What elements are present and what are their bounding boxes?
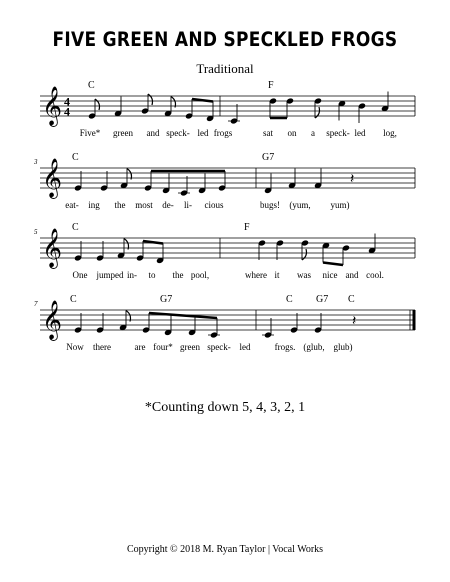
chord-symbol: G7 bbox=[160, 294, 173, 305]
lyric-syllable: to bbox=[148, 270, 156, 280]
treble-clef-icon: 𝄞 bbox=[42, 88, 63, 125]
lyric-syllable: li- bbox=[184, 200, 192, 210]
lyric-syllable: yum) bbox=[330, 200, 350, 210]
lyric-syllable: where bbox=[245, 270, 267, 280]
lyric-syllable: (yum, bbox=[289, 200, 311, 210]
staff-system bbox=[34, 294, 415, 352]
lyric-syllable: four* bbox=[153, 342, 173, 352]
staff-system bbox=[33, 152, 415, 210]
staff-system bbox=[40, 80, 415, 138]
treble-clef-icon: 𝄞 bbox=[42, 230, 63, 267]
time-signature-top: 4 bbox=[64, 94, 70, 109]
chord-symbol: C bbox=[72, 222, 79, 233]
copyright-notice: Copyright © 2018 M. Ryan Taylor | Vocal Works bbox=[126, 544, 324, 555]
lyric-syllable: ing bbox=[88, 200, 100, 210]
quarter-rest-icon: 𝄽 bbox=[350, 172, 355, 187]
lyric-syllable: on bbox=[287, 128, 297, 138]
lyric-syllable: glub) bbox=[333, 342, 353, 352]
lyric-syllable: in- bbox=[127, 270, 137, 280]
treble-clef-icon: 𝄞 bbox=[42, 160, 63, 197]
lyric-syllable: led bbox=[354, 128, 366, 138]
footnote: *Counting down 5, 4, 3, 2, 1 bbox=[144, 400, 306, 415]
lyric-syllable: speck- bbox=[166, 128, 190, 138]
chord-symbol: C bbox=[88, 80, 95, 91]
lyric-syllable: speck- bbox=[326, 128, 350, 138]
note-beam bbox=[149, 313, 217, 318]
measure-number: 7 bbox=[34, 300, 38, 308]
lyric-syllable: the bbox=[172, 270, 184, 280]
measure-number: 5 bbox=[34, 228, 38, 236]
lyric-syllable: there bbox=[93, 342, 111, 352]
note-beam bbox=[323, 263, 343, 266]
lyric-syllable: frogs bbox=[213, 128, 233, 138]
chord-symbol: G7 bbox=[316, 294, 329, 305]
lyric-syllable: Five* bbox=[79, 128, 101, 138]
staff-system bbox=[34, 222, 415, 280]
chord-symbol: C bbox=[348, 294, 355, 305]
lyric-syllable: most bbox=[135, 200, 153, 210]
lyric-syllable: eat- bbox=[65, 200, 79, 210]
quarter-rest-icon: 𝄽 bbox=[352, 314, 357, 329]
lyric-syllable: de- bbox=[162, 200, 174, 210]
lyric-syllable: the bbox=[114, 200, 126, 210]
lyric-syllable: (glub, bbox=[303, 342, 325, 352]
time-signature-bottom: 4 bbox=[64, 104, 70, 119]
lyric-syllable: Now bbox=[66, 342, 84, 352]
composer-credit: Traditional bbox=[196, 61, 254, 76]
lyric-syllable: led bbox=[197, 128, 209, 138]
chord-symbol: G7 bbox=[262, 152, 275, 163]
lyric-syllable: sat bbox=[263, 128, 273, 138]
lyric-syllable: green bbox=[113, 128, 133, 138]
lyric-syllable: cool. bbox=[366, 270, 384, 280]
lyric-syllable: frogs. bbox=[274, 342, 296, 352]
lyric-syllable: jumped bbox=[96, 270, 124, 280]
measure-number: 3 bbox=[34, 158, 38, 166]
lyric-syllable: bugs! bbox=[260, 200, 280, 210]
lyric-syllable: cious bbox=[204, 200, 224, 210]
song-title: FIVE GREEN AND SPECKLED FROGS bbox=[52, 28, 398, 52]
chord-symbol: F bbox=[268, 80, 274, 91]
lyric-syllable: are bbox=[134, 342, 146, 352]
treble-clef-icon: 𝄞 bbox=[42, 302, 63, 339]
chord-symbol: F bbox=[244, 222, 250, 233]
lyric-syllable: green bbox=[180, 342, 200, 352]
chord-symbol: C bbox=[72, 152, 79, 163]
lyric-syllable: log, bbox=[383, 128, 397, 138]
lyric-syllable: was bbox=[297, 270, 311, 280]
chord-symbol: C bbox=[286, 294, 293, 305]
lyric-syllable: it bbox=[274, 270, 280, 280]
lyric-syllable: a bbox=[311, 128, 315, 138]
lyric-syllable: speck- bbox=[207, 342, 231, 352]
lyric-syllable: and bbox=[146, 128, 160, 138]
lyric-syllable: and bbox=[345, 270, 359, 280]
lyric-syllable: pool, bbox=[190, 270, 210, 280]
lyric-syllable: One bbox=[72, 270, 88, 280]
lyric-syllable: nice bbox=[322, 270, 338, 280]
chord-symbol: C bbox=[70, 294, 77, 305]
lyric-syllable: led bbox=[239, 342, 251, 352]
